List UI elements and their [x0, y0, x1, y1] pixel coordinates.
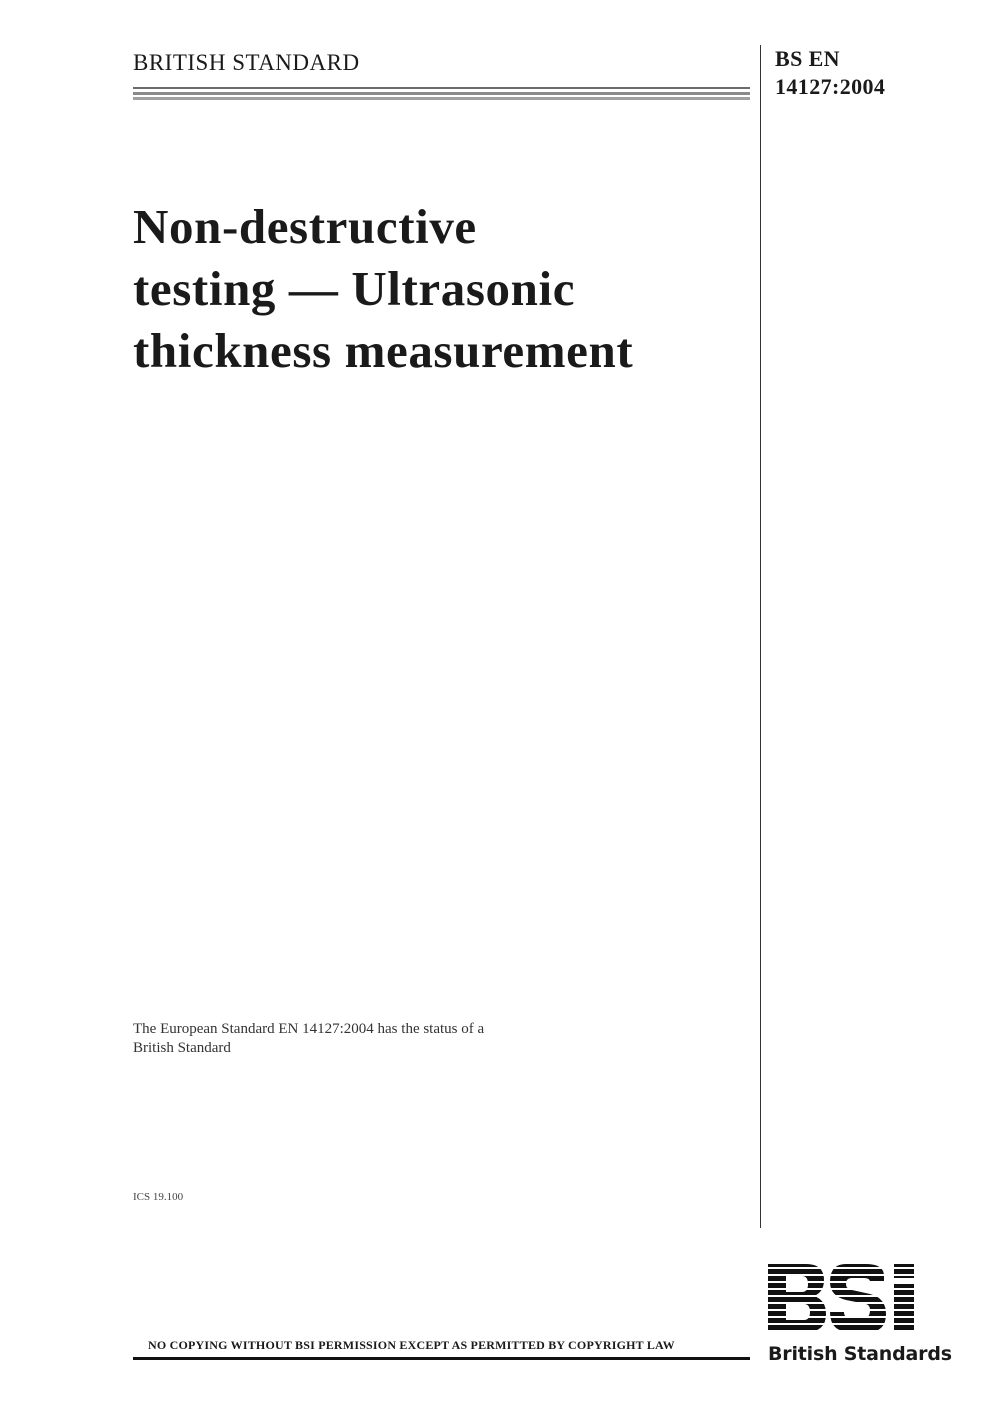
title-line: Non-destructive — [133, 199, 477, 254]
vertical-divider — [760, 45, 761, 1228]
status-note — [133, 1020, 484, 1058]
standard-number-line: BS EN — [775, 46, 840, 71]
title-line: thickness measurement — [133, 323, 634, 378]
series-label: BRITISH STANDARD — [133, 50, 360, 75]
status-note-line: British Standard — [133, 1040, 231, 1056]
header-rule — [133, 87, 750, 101]
header-rule-line — [133, 92, 750, 95]
logo-caption: British Standards — [768, 1343, 952, 1365]
header-rule-line — [133, 97, 750, 100]
header-rule-line — [133, 87, 750, 89]
document-title — [133, 196, 633, 382]
title-line: testing — Ultrasonic — [133, 261, 576, 316]
status-note-line: The European Standard EN 14127:2004 has the status of a — [133, 1021, 485, 1037]
copyright-notice: NO COPYING WITHOUT BSI PERMISSION EXCEPT AS PERMITTED BY COPYRIGHT LAW — [148, 1338, 675, 1352]
standard-number-line: 14127:2004 — [775, 74, 886, 99]
standard-number — [775, 45, 885, 101]
ics-code: ICS 19.100 — [133, 1191, 184, 1203]
footer-rule — [133, 1357, 750, 1360]
